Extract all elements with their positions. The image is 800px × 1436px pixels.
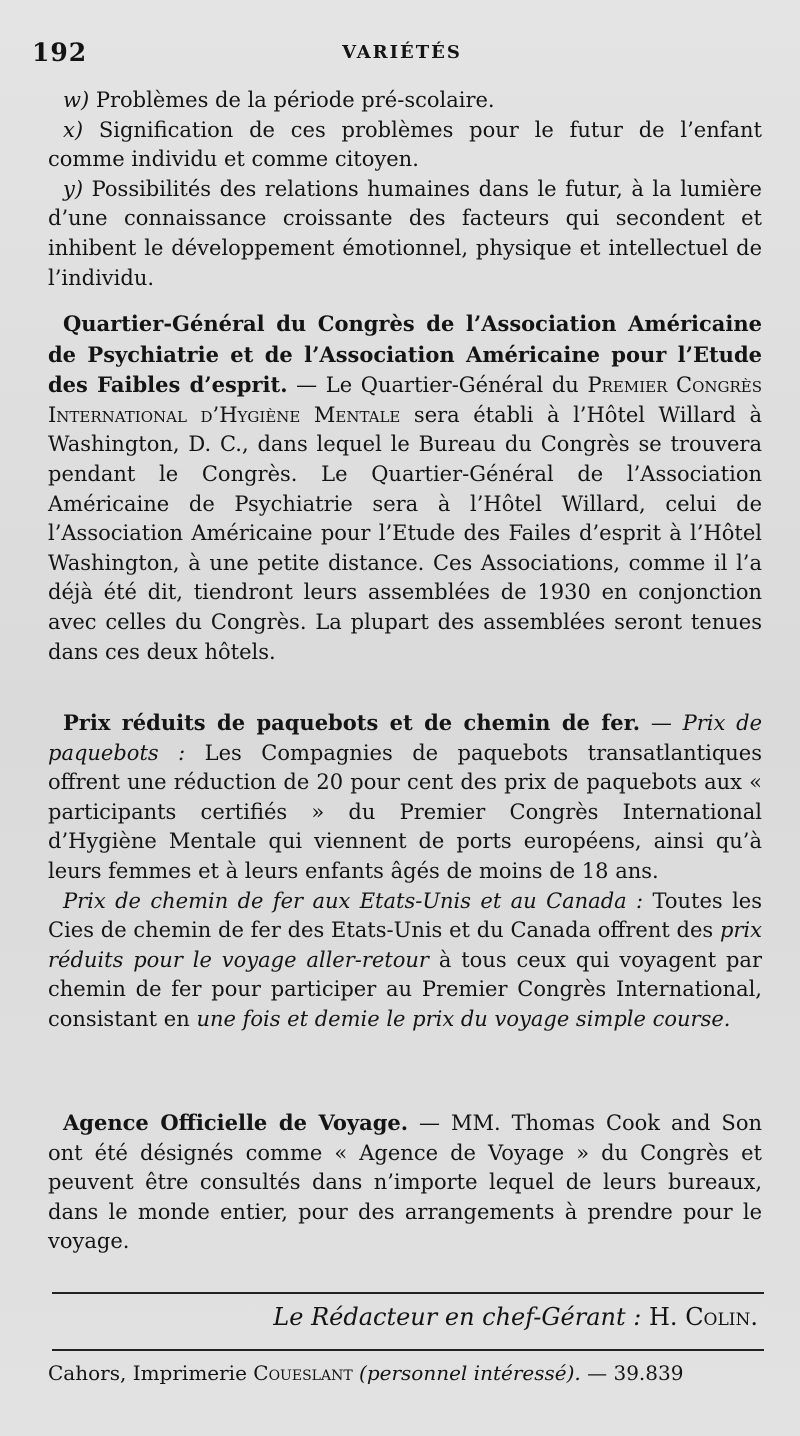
list-item bbox=[48, 175, 762, 293]
divider-rule bbox=[52, 1349, 764, 1351]
running-title: VARIÉTÉS bbox=[342, 42, 462, 63]
list-marker: x) bbox=[63, 117, 84, 142]
imprint-number: — 39.839 bbox=[580, 1361, 684, 1385]
paragraph bbox=[48, 309, 762, 667]
paragraph-text: Toutes les Cies de chemin de fer des Etats-Unis et du Canada offrent des bbox=[48, 888, 762, 943]
subsection-label: Prix de paquebots : bbox=[48, 711, 762, 765]
list-item bbox=[48, 116, 762, 175]
signature-label: Le Rédacteur en chef-Gérant : bbox=[273, 1303, 642, 1331]
emphasis: une fois et demie le prix du voyage simple course. bbox=[196, 1006, 731, 1031]
printer-imprint bbox=[48, 1361, 768, 1385]
section-quartier-general bbox=[48, 309, 762, 667]
section-heading: Quartier-Général du Congrès de l’Association Américaine de Psychiatrie et de l’Association Américaine pour l’Etude des Faibles d’esprit. bbox=[48, 311, 762, 398]
emphasis: prix réduits pour le voyage aller-retour bbox=[48, 918, 762, 972]
paragraph-text: — MM. Thomas Cook and Son ont été désignés comme « Agence de Voyage » du Congrès et peuvent être consultés dans n’importe lequel de leurs bureaux, dans le monde entier, pour des arrangements à prendre pour le voyage. bbox=[48, 1111, 762, 1254]
criteria-list bbox=[48, 86, 762, 293]
paragraph-text: Les Compagnies de paquebots transatlantiques offrent une réduction de 20 pour cent des prix de paquebots aux « participants certifiés » du Premier Congrès International d’Hygiène Mentale qui viennent de ports européens, ainsi qu’à leurs femmes et à leurs enfants âgés de moins de 18 ans. bbox=[48, 740, 762, 883]
section-heading: Prix réduits de paquebots et de chemin de fer. bbox=[63, 710, 641, 735]
paragraph-text: — Le Quartier-Général du bbox=[287, 373, 588, 398]
section-agence-voyage bbox=[48, 1108, 762, 1257]
list-item-text: Problèmes de la période pré-scolaire. bbox=[89, 88, 495, 112]
paragraph bbox=[48, 887, 762, 1035]
list-marker: w) bbox=[63, 88, 90, 112]
list-item bbox=[48, 86, 762, 116]
editor-signature bbox=[273, 1303, 758, 1331]
list-item-text: Signification de ces problèmes pour le futur de l’enfant comme individu et comme citoyen. bbox=[48, 117, 762, 172]
list-marker: y) bbox=[63, 176, 84, 201]
paragraph bbox=[48, 708, 762, 887]
paragraph-text: sera établi à l’Hôtel Willard à Washington, D. C., dans lequel le Bureau du Congrès se trouvera pendant le Congrès. Le Quartier-Général de l’Association Américaine de Psychiatrie sera à l’Hôtel Willard, celui de l’Association Américaine pour l’Etude des Failes d’esprit à l’Hôtel Washington, à une petite distance. Ces Associations, comme il l’a déjà été dit, tiendront leurs assemblées de 1930 en conjonction avec celles du Congrès. La plupart des assemblées seront tenues dans ces deux hôtels. bbox=[48, 402, 762, 664]
subsection-label: Prix de chemin de fer aux Etats-Unis et au Canada : bbox=[63, 888, 644, 913]
signature-name: H. Colin. bbox=[649, 1303, 758, 1331]
imprint-text: Cahors, Imprimerie bbox=[48, 1361, 254, 1385]
page-header bbox=[32, 38, 772, 78]
imprint-note: (personnel intéressé). bbox=[359, 1361, 581, 1385]
paragraph bbox=[48, 1108, 762, 1257]
paragraph-text: à tous ceux qui voyagent par chemin de fer pour participer au Premier Congrès International, consistant en bbox=[48, 947, 762, 1031]
dash: — bbox=[640, 711, 683, 735]
page-number: 192 bbox=[32, 38, 88, 67]
section-prix-reduits bbox=[48, 708, 762, 1035]
section-heading: Agence Officielle de Voyage. bbox=[63, 1110, 409, 1135]
divider-rule bbox=[52, 1292, 764, 1294]
printer-name: Coueslant bbox=[253, 1361, 353, 1385]
congress-name: Premier Congrès International d’Hygiène Mentale bbox=[48, 373, 762, 427]
list-item-text: Possibilités des relations humaines dans le futur, à la lumière d’une connaissance croissante des facteurs qui secondent et inhibent le développement émotionnel, physique et intellectuel de l’individu. bbox=[48, 176, 762, 290]
